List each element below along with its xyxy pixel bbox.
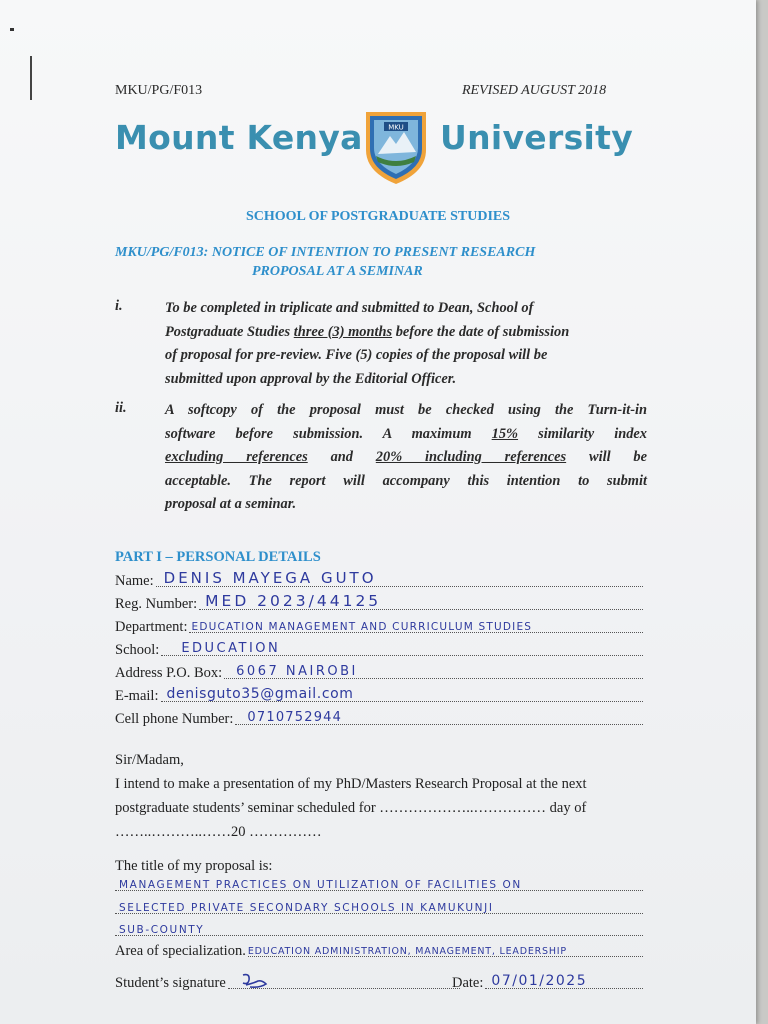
- revision-date: REVISED AUGUST 2018: [462, 83, 607, 98]
- school-label: School:: [115, 642, 160, 658]
- notice-title-line1: MKU/PG/F013: NOTICE OF INTENTION TO PRESENT RESEARCH: [115, 245, 536, 260]
- signature-label: Student’s signature: [115, 975, 226, 991]
- email-label: E-mail:: [115, 688, 159, 704]
- notice-title: [115, 243, 635, 281]
- instruction-i-text: [165, 297, 645, 391]
- title-line-3[interactable]: [115, 917, 643, 939]
- school-heading: SCHOOL OF POSTGRADUATE STUDIES: [245, 209, 511, 224]
- notice-title-line2: PROPOSAL AT A SEMINAR: [252, 264, 423, 279]
- student-signature: [240, 971, 270, 991]
- scan-speck: [10, 28, 14, 31]
- instruction-i-line1: To be completed in triplicate and submitted to Dean, School of: [165, 300, 534, 316]
- excluding-references-emphasis: excluding references: [165, 449, 308, 465]
- salutation: Sir/Madam,: [115, 752, 184, 768]
- department-value: EDUCATION MANAGEMENT AND CURRICULUM STUDIES: [191, 621, 533, 633]
- name-label: Name:: [115, 573, 154, 589]
- reg-number-value: MED 2023/44125: [205, 592, 382, 610]
- address-label: Address P.O. Box:: [115, 665, 223, 681]
- deadline-emphasis: three (3) months: [293, 323, 393, 340]
- instruction-ii-line5: proposal at a seminar.: [165, 496, 297, 512]
- title-line-1[interactable]: [115, 872, 643, 894]
- school-field[interactable]: [115, 637, 643, 659]
- date-label: Date:: [452, 975, 484, 991]
- instruction-ii-line4: acceptable. The report will accompany this intention to submit: [165, 472, 647, 489]
- reg-number-field[interactable]: [115, 591, 643, 613]
- instruction-i-line2: Postgraduate Studies three (3) months before the date of submission: [165, 323, 570, 340]
- title-value-line3: SUB-COUNTY: [119, 924, 205, 936]
- instruction-i-line4: submitted upon approval by the Editorial Officer.: [165, 370, 457, 387]
- letter-line1: I intend to make a presentation of my PhD/Masters Research Proposal at the next: [115, 776, 587, 792]
- email-value: denisguto35@gmail.com: [166, 686, 354, 702]
- title-line-2[interactable]: [115, 895, 643, 917]
- instruction-i-number: i.: [115, 298, 123, 314]
- instruction-ii-number: ii.: [115, 400, 127, 416]
- letter-line2: postgraduate students’ seminar scheduled for ………………..…………… day of: [115, 800, 587, 816]
- title-value-line1: MANAGEMENT PRACTICES ON UTILIZATION OF FACILITIES ON: [119, 879, 522, 891]
- similarity-max-emphasis: 15%: [491, 425, 519, 442]
- specialization-field[interactable]: [115, 938, 643, 960]
- instruction-ii-line1: A softcopy of the proposal must be checked using the Turn-it-in: [165, 402, 647, 418]
- including-references-emphasis: 20% including references: [375, 449, 567, 465]
- title-value-line2: SELECTED PRIVATE SECONDARY SCHOOLS IN KAMUKUNJI: [119, 902, 494, 914]
- date-value: 07/01/2025: [491, 973, 588, 989]
- instruction-ii-line2: software before submission. A maximum 15% similarity index: [165, 425, 647, 442]
- phone-field[interactable]: [115, 706, 643, 728]
- phone-label: Cell phone Number:: [115, 711, 234, 727]
- letter-line3: ……..………..……20 ……………: [115, 824, 322, 840]
- specialization-value: EDUCATION ADMINISTRATION, MANAGEMENT, LEADERSHIP: [247, 946, 567, 957]
- brand-name-right: University: [440, 118, 634, 157]
- phone-value: 0710752944: [247, 710, 343, 725]
- email-field[interactable]: [115, 683, 643, 705]
- part1-heading: PART I – PERSONAL DETAILS: [115, 549, 321, 565]
- svg-text:MKU: MKU: [388, 123, 404, 132]
- address-value: 6067 NAIROBI: [236, 664, 358, 679]
- department-field[interactable]: [115, 614, 643, 636]
- address-field[interactable]: [115, 660, 643, 682]
- instruction-ii-line3: excluding references and 20% including references will be: [165, 449, 647, 465]
- specialization-label: Area of specialization.: [115, 943, 246, 959]
- reg-number-label: Reg. Number:: [115, 596, 198, 612]
- name-field[interactable]: [115, 568, 643, 590]
- instruction-ii-text: [165, 399, 647, 517]
- form-code: MKU/PG/F013: [115, 83, 203, 98]
- school-value: EDUCATION: [181, 641, 281, 656]
- signature-field[interactable]: [115, 970, 460, 992]
- university-crest-logo: [360, 106, 432, 186]
- department-label: Department:: [115, 619, 188, 635]
- brand-name-left: Mount Kenya: [115, 118, 363, 157]
- name-value: DENIS MAYEGA GUTO: [163, 569, 377, 587]
- scan-edge-mark: [30, 56, 32, 100]
- title-label: The title of my proposal is:: [115, 858, 273, 874]
- instruction-i-line3: of proposal for pre-review. Five (5) copies of the proposal will be: [165, 347, 548, 363]
- date-field[interactable]: [452, 970, 643, 992]
